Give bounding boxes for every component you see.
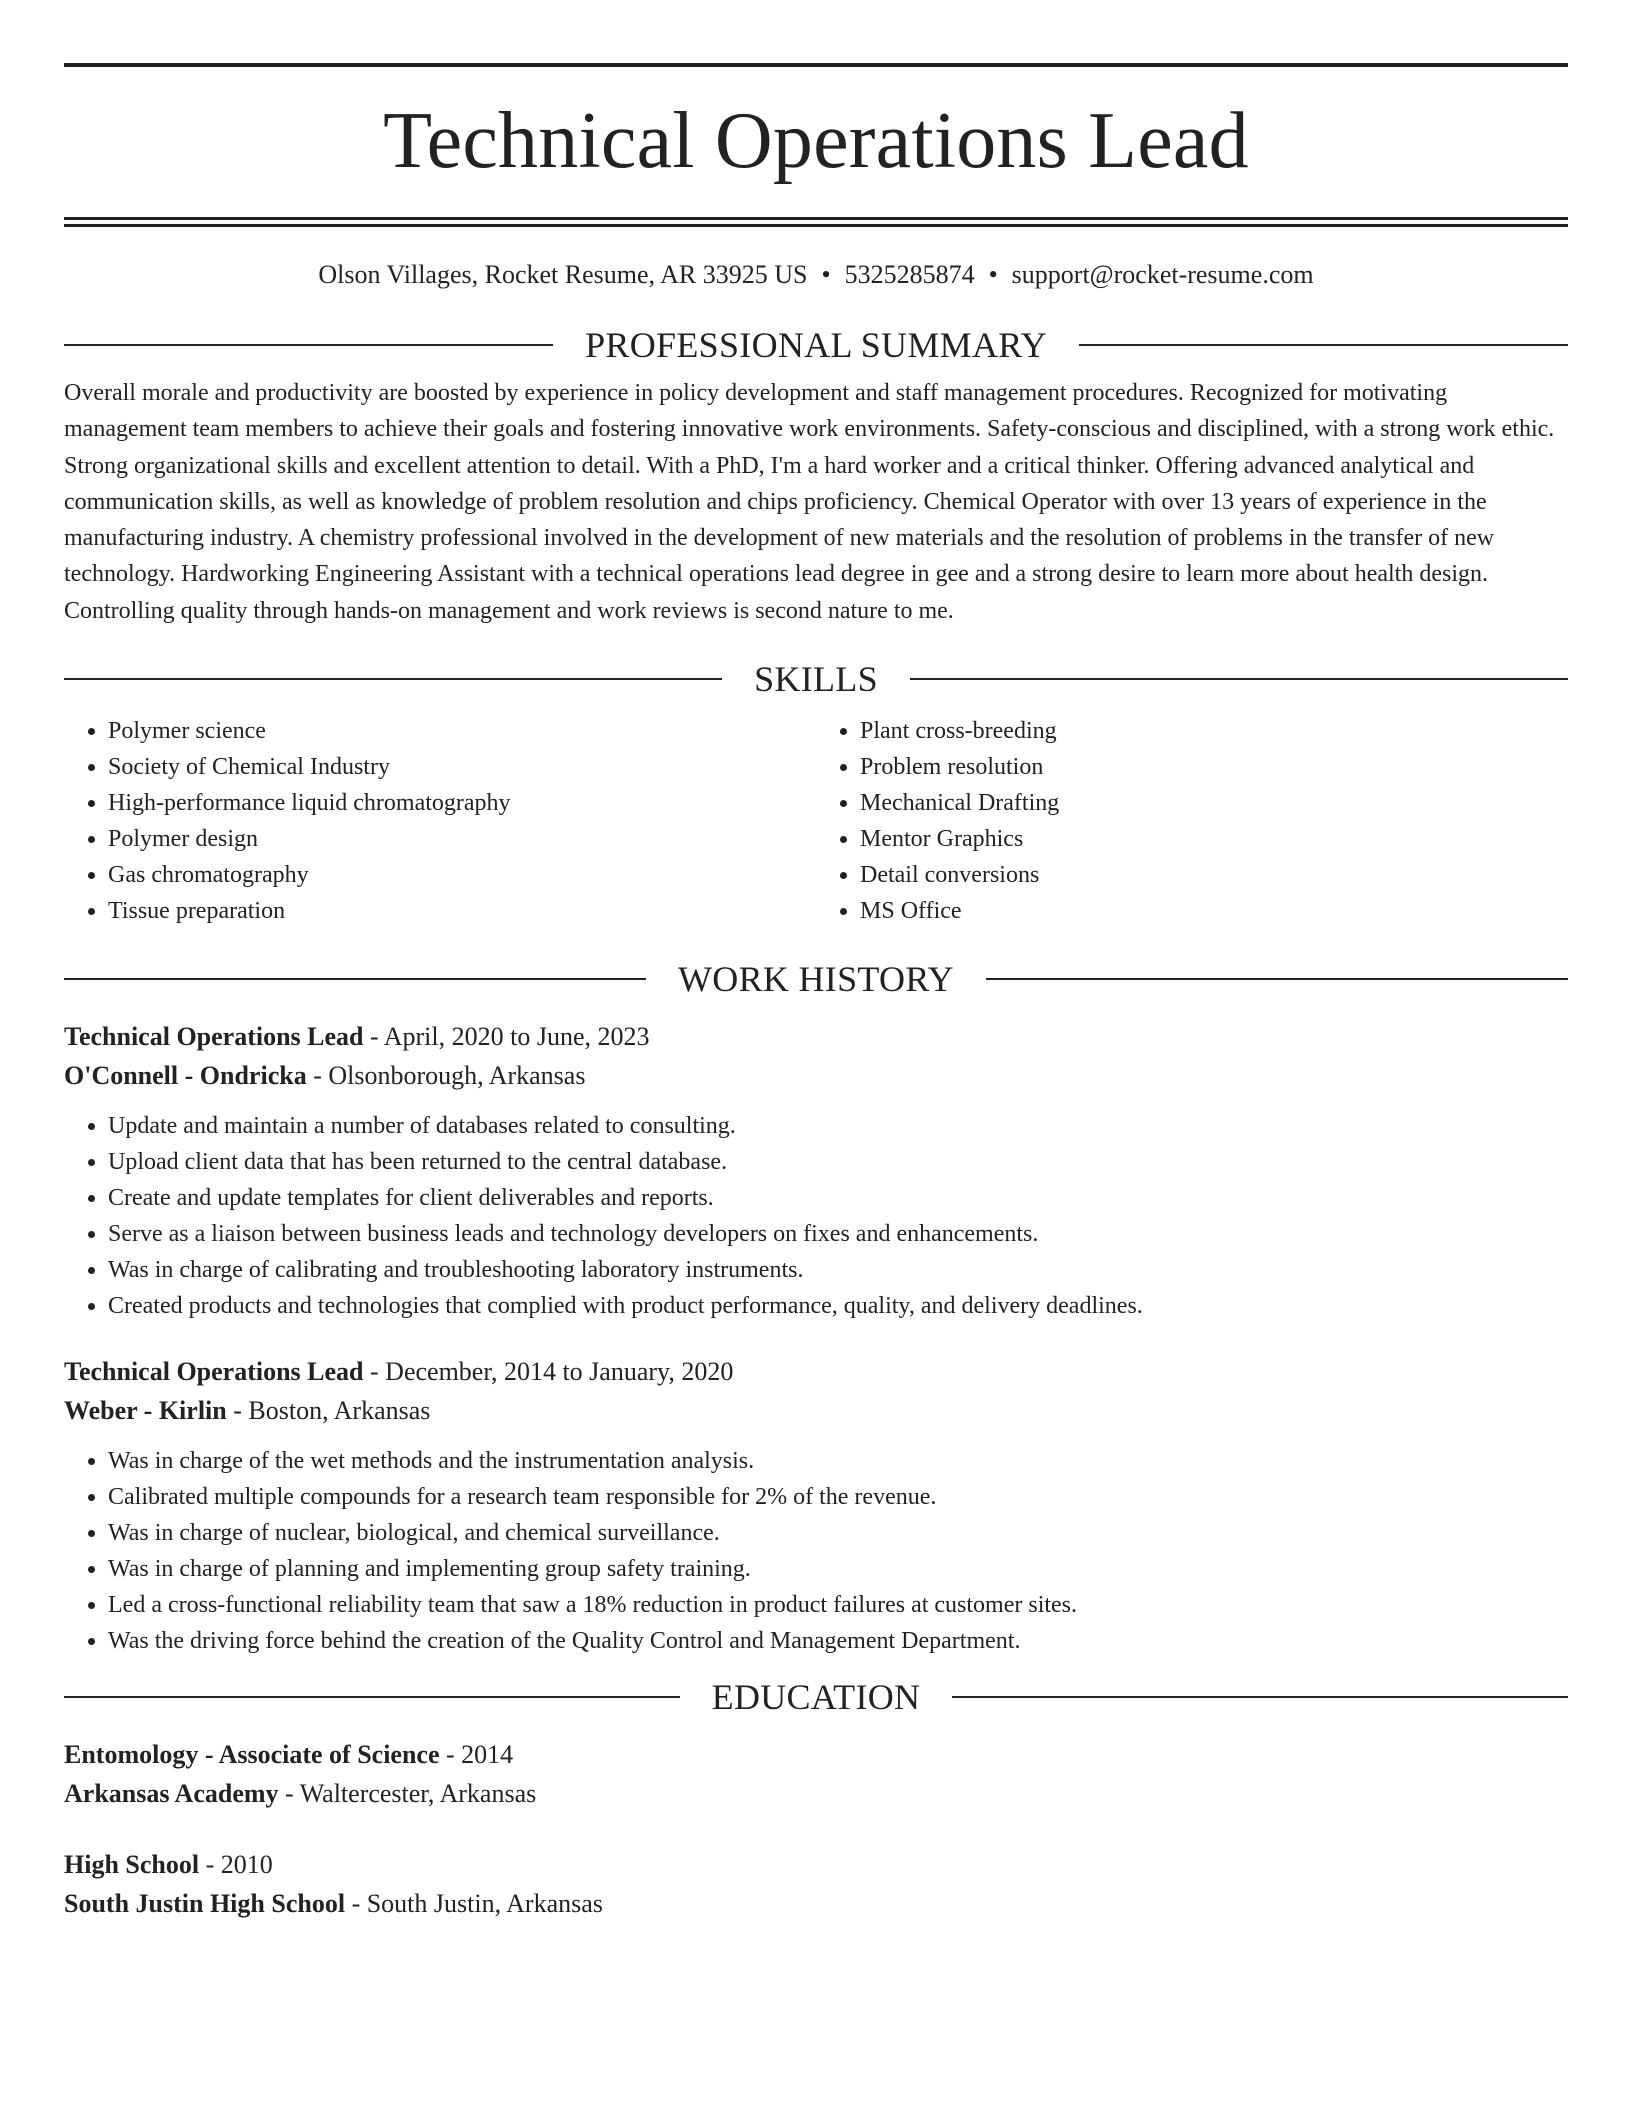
heading-rule-right <box>910 678 1568 680</box>
job-bullets <box>64 1108 1568 1324</box>
page-title: Technical Operations Lead <box>383 97 1249 185</box>
education-year: - 2010 <box>199 1850 273 1880</box>
job-title-line <box>64 1352 1568 1391</box>
job-bullet: • Created products and technologies that complied with product performance, quality, and delivery deadlines. <box>108 1288 1568 1324</box>
education-location: - Waltercester, Arkansas <box>278 1779 537 1809</box>
contact-address: Olson Villages, Rocket Resume, AR 33925 US <box>318 260 808 289</box>
work-section-heading <box>64 959 1568 999</box>
contact-line <box>64 260 1568 290</box>
education-school: South Justin High School <box>64 1889 346 1919</box>
heading-rule-left <box>64 678 722 680</box>
heading-rule-right <box>952 1696 1568 1698</box>
education-degree: High School <box>64 1850 200 1880</box>
top-rule <box>64 63 1568 67</box>
job-company: Weber - Kirlin <box>64 1396 227 1426</box>
heading-rule-right <box>1079 344 1568 346</box>
summary-section-heading <box>64 325 1568 365</box>
job-title: Technical Operations Lead <box>64 1022 364 1052</box>
contact-separator: • <box>988 260 998 289</box>
job-bullet: • Led a cross-functional reliability team that saw a 18% reduction in product failures at customer sites. <box>108 1587 1568 1623</box>
contact-phone: 5325285874 <box>844 260 975 289</box>
job-dates: - April, 2020 to June, 2023 <box>363 1022 650 1052</box>
job-location: - Boston, Arkansas <box>226 1396 431 1426</box>
summary-text: Overall morale and productivity are boosted by experience in policy development and staff management procedures. Recognized for motivating management team members to achieve their goals and fostering innovative work environments. Safety-conscious and disciplined, with a strong work ethic. Strong organizational skills and excellent attention to detail. With a PhD, I'm a hard worker and a critical thinker. Offering advanced analytical and communication skills, as well as knowledge of problem resolution and chips proficiency. Chemical Operator with over 13 years of experience in the manufacturing industry. A chemistry professional involved in the development of new materials and the resolution of problems in the transfer of new technology. Hardworking Engineering Assistant with a technical operations lead degree in gee and a strong desire to learn more about health design. Controlling quality through hands-on management and work reviews is second nature to me. <box>64 380 1555 624</box>
skill-item: • High-performance liquid chromatography <box>108 785 816 821</box>
summary-heading-label: PROFESSIONAL SUMMARY <box>585 325 1047 365</box>
job-dates: - December, 2014 to January, 2020 <box>363 1357 734 1387</box>
job-bullet: • Calibrated multiple compounds for a research team responsible for 2% of the revenue. <box>108 1479 1568 1515</box>
heading-rule-left <box>64 1696 680 1698</box>
job-bullet: • Was the driving force behind the creation of the Quality Control and Management Department. <box>108 1623 1568 1659</box>
education-school: Arkansas Academy <box>64 1779 279 1809</box>
heading-rule-left <box>64 344 553 346</box>
skill-item: • Problem resolution <box>860 749 1568 785</box>
job-bullet: • Was in charge of nuclear, biological, and chemical surveillance. <box>108 1515 1568 1551</box>
job-location: - Olsonborough, Arkansas <box>306 1061 586 1091</box>
job-company-line <box>64 1056 1568 1095</box>
work-heading-label: WORK HISTORY <box>678 959 954 1000</box>
education-heading-label: EDUCATION <box>711 1677 921 1718</box>
job-title-line <box>64 1017 1568 1056</box>
education-school-line <box>64 1884 1568 1923</box>
job-entry <box>64 1352 1568 1659</box>
education-section-heading <box>64 1677 1568 1717</box>
skill-item: • Detail conversions <box>860 857 1568 893</box>
skills-list-left <box>64 713 816 929</box>
skills-list-right <box>816 713 1568 929</box>
job-bullet: • Was in charge of calibrating and troubleshooting laboratory instruments. <box>108 1252 1568 1288</box>
heading-rule-right <box>986 978 1568 980</box>
heading-rule-left <box>64 978 646 980</box>
job-title: Technical Operations Lead <box>64 1357 364 1387</box>
title-double-rule <box>64 217 1568 227</box>
skill-item: • Society of Chemical Industry <box>108 749 816 785</box>
job-bullet: • Was in charge of planning and implementing group safety training. <box>108 1551 1568 1587</box>
job-bullet: • Was in charge of the wet methods and the instrumentation analysis. <box>108 1443 1568 1479</box>
skill-item: • Plant cross-breeding <box>860 713 1568 749</box>
education-school-line <box>64 1774 1568 1813</box>
skill-item: • Gas chromatography <box>108 857 816 893</box>
job-bullet: • Serve as a liaison between business leads and technology developers on fixes and enhancements. <box>108 1216 1568 1252</box>
skill-item: • Polymer design <box>108 821 816 857</box>
job-bullets <box>64 1443 1568 1659</box>
skill-item: • Mentor Graphics <box>860 821 1568 857</box>
education-entry <box>64 1845 1568 1923</box>
education-degree-line <box>64 1735 1568 1774</box>
contact-separator: • <box>821 260 831 289</box>
skills-section-heading <box>64 659 1568 699</box>
skill-item: • Tissue preparation <box>108 893 816 929</box>
job-bullet: • Update and maintain a number of databases related to consulting. <box>108 1108 1568 1144</box>
job-company: O'Connell - Ondricka <box>64 1061 307 1091</box>
skill-item: • MS Office <box>860 893 1568 929</box>
education-year: - 2014 <box>439 1740 514 1770</box>
education-location: - South Justin, Arkansas <box>345 1889 603 1919</box>
education-degree: Entomology - Associate of Science <box>64 1740 440 1770</box>
contact-email: support@rocket-resume.com <box>1011 260 1314 289</box>
job-bullet: • Create and update templates for client deliverables and reports. <box>108 1180 1568 1216</box>
education-degree-line <box>64 1845 1568 1884</box>
skills-heading-label: SKILLS <box>754 659 878 700</box>
job-bullet: • Upload client data that has been returned to the central database. <box>108 1144 1568 1180</box>
skill-item: • Mechanical Drafting <box>860 785 1568 821</box>
skill-item: • Polymer science <box>108 713 816 749</box>
education-entry <box>64 1735 1568 1813</box>
job-company-line <box>64 1391 1568 1430</box>
job-entry <box>64 1017 1568 1324</box>
skills-columns <box>64 713 1568 929</box>
